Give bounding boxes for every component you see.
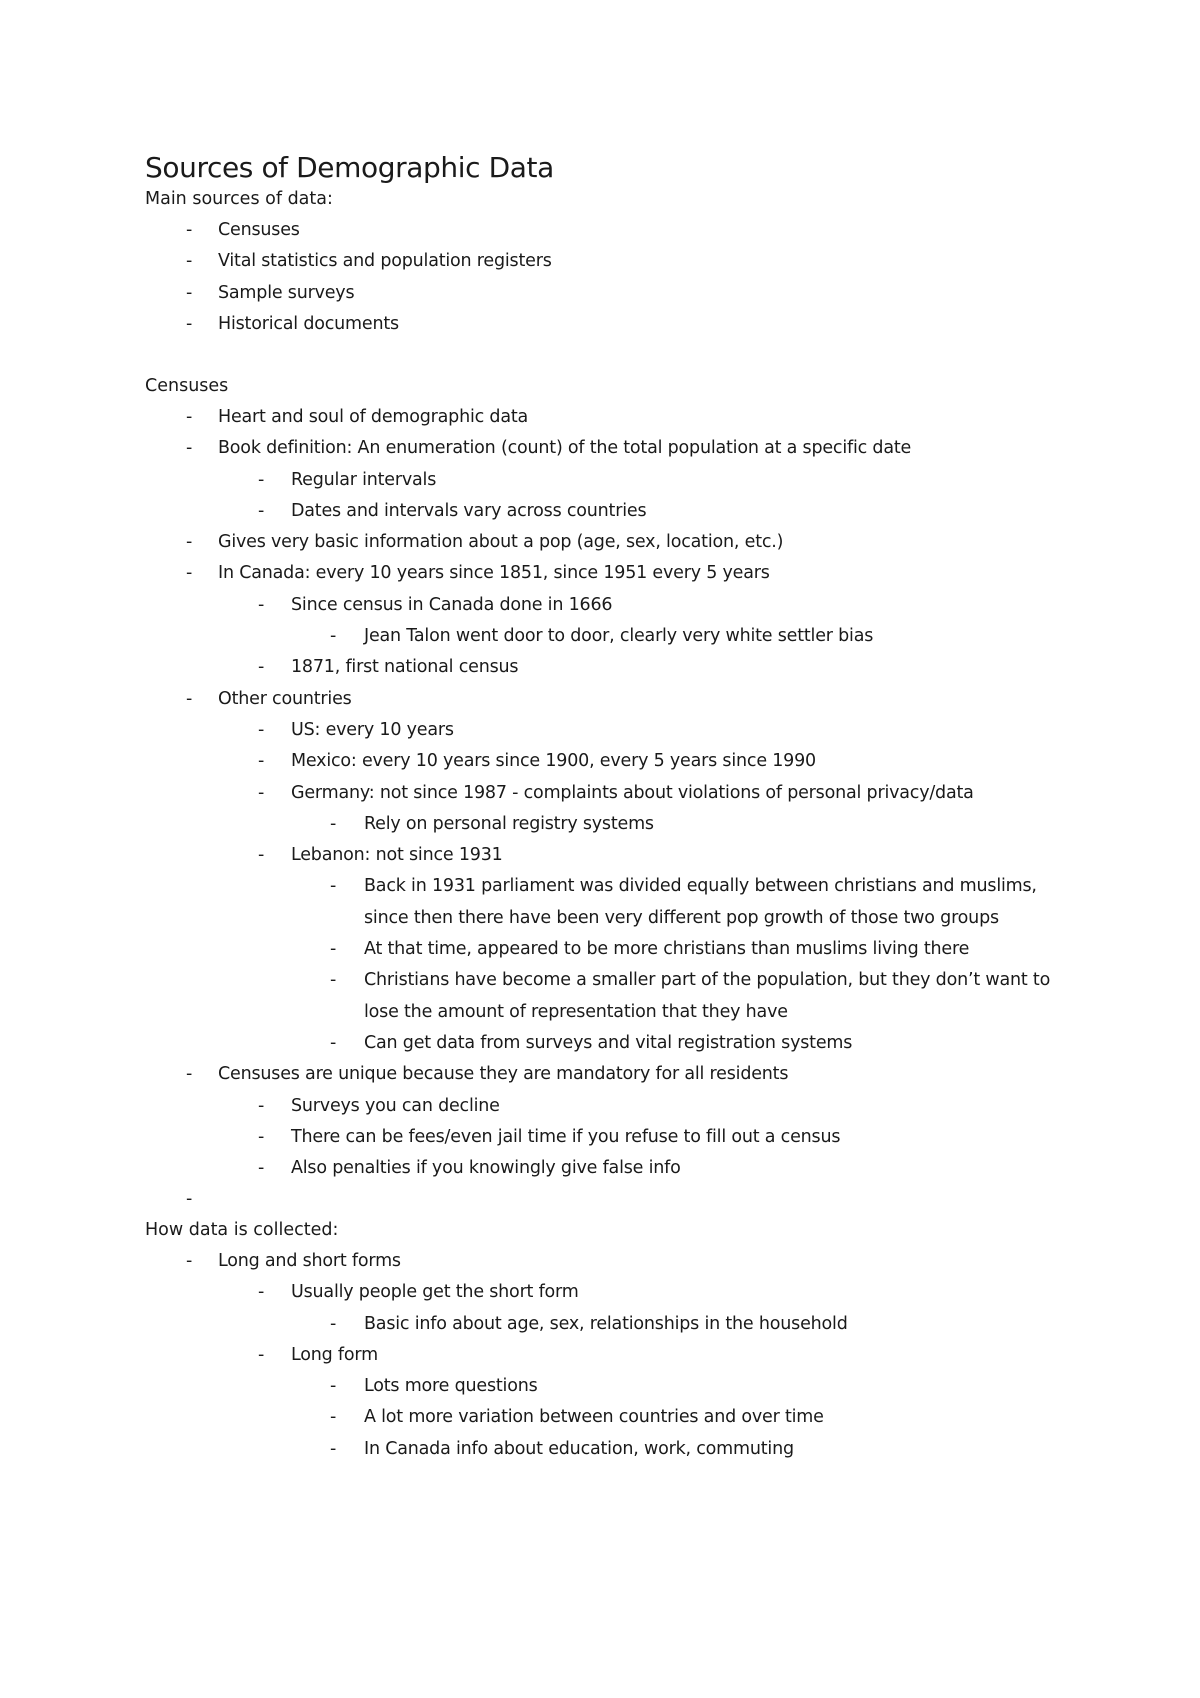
list-item	[0, 621, 1200, 652]
list-item-text: Lebanon: not since 1931	[291, 845, 503, 866]
bullet-dash: -	[258, 845, 265, 866]
list-item	[0, 309, 1200, 340]
bullet-dash: -	[186, 532, 193, 553]
section-heading: Censuses	[145, 376, 229, 396]
list-item	[0, 965, 1200, 1028]
list-item	[0, 1184, 1200, 1215]
list-item	[0, 1028, 1200, 1059]
list-item-text: Censuses are unique because they are mandatory for all residents	[218, 1064, 789, 1085]
list-item	[0, 934, 1200, 965]
list-item-text: In Canada info about education, work, commuting	[364, 1438, 794, 1459]
section-heading: Main sources of data:	[145, 189, 333, 209]
list-item	[0, 402, 1200, 433]
list-item-text: Basic info about age, sex, relationships in the household	[364, 1313, 848, 1334]
bullet-dash: -	[258, 1126, 265, 1147]
list-item-text: Other countries	[218, 688, 352, 709]
list-item	[0, 778, 1200, 809]
bullet-dash: -	[186, 220, 193, 240]
list-item	[0, 1434, 1200, 1465]
bullet-dash: -	[186, 563, 193, 584]
bullet-dash: -	[258, 1095, 265, 1116]
list-item-text: Long form	[291, 1344, 378, 1365]
list-item-text: At that time, appeared to be more christians than muslims living there	[364, 939, 970, 960]
list-item	[0, 465, 1200, 496]
bullet-dash: -	[186, 1251, 193, 1271]
list-item-text: Heart and soul of demographic data	[218, 407, 529, 427]
bullet-dash: -	[258, 719, 265, 740]
bullet-dash: -	[258, 1282, 265, 1303]
list-item-text: Back in 1931 parliament was divided equally between christians and muslims, since then there have been very different pop growth of those two groups	[364, 876, 1037, 928]
list-item	[0, 558, 1200, 589]
bullet-dash: -	[330, 939, 337, 960]
list-item	[0, 715, 1200, 746]
bullet-dash: -	[330, 813, 337, 834]
bullet-list	[0, 1246, 1200, 1465]
bullet-dash: -	[330, 876, 337, 897]
section-heading: How data is collected:	[145, 1220, 339, 1240]
bullet-dash: -	[186, 1189, 193, 1210]
list-item-text: Long and short forms	[218, 1251, 401, 1271]
list-item-text: Also penalties if you knowingly give false info	[291, 1158, 681, 1179]
list-item-text: Germany: not since 1987 - complaints about violations of personal privacy/data	[291, 782, 974, 803]
bullet-list	[0, 215, 1200, 340]
bullet-dash: -	[258, 657, 265, 678]
list-item	[0, 1371, 1200, 1402]
list-item-text: There can be fees/even jail time if you refuse to fill out a census	[291, 1126, 841, 1147]
list-item	[0, 246, 1200, 277]
list-item	[0, 652, 1200, 683]
list-item-text: 1871, first national census	[291, 657, 519, 678]
list-item	[0, 1309, 1200, 1340]
list-item-text: Rely on personal registry systems	[364, 813, 654, 834]
list-item-text: Jean Talon went door to door, clearly very white settler bias	[364, 626, 874, 647]
list-item	[0, 809, 1200, 840]
list-item-text: US: every 10 years	[291, 719, 454, 740]
bullet-dash: -	[186, 438, 193, 459]
bullet-dash: -	[258, 782, 265, 803]
list-item-text: Book definition: An enumeration (count) of the total population at a specific date	[218, 438, 912, 459]
bullet-dash: -	[330, 1032, 337, 1053]
list-item	[0, 215, 1200, 246]
list-item	[0, 1122, 1200, 1153]
bullet-dash: -	[330, 1313, 337, 1334]
list-item	[0, 840, 1200, 871]
list-item-text: Lots more questions	[364, 1376, 538, 1397]
list-item	[0, 433, 1200, 464]
bullet-list	[0, 402, 1200, 1216]
bullet-dash: -	[186, 407, 193, 427]
list-item	[0, 496, 1200, 527]
list-item-text: A lot more variation between countries and over time	[364, 1407, 824, 1428]
list-item-text: In Canada: every 10 years since 1851, since 1951 every 5 years	[218, 563, 770, 584]
bullet-dash: -	[330, 1376, 337, 1397]
bullet-dash: -	[258, 1158, 265, 1179]
list-item	[0, 684, 1200, 715]
list-item	[0, 590, 1200, 621]
list-item-text: Since census in Canada done in 1666	[291, 594, 613, 615]
bullet-dash: -	[258, 1344, 265, 1365]
list-item-text: Sample surveys	[218, 282, 355, 303]
bullet-dash: -	[258, 500, 265, 521]
list-item	[0, 1402, 1200, 1433]
list-item	[0, 278, 1200, 309]
list-item-text: Vital statistics and population registers	[218, 251, 552, 272]
list-item	[0, 1091, 1200, 1122]
list-item-text: Regular intervals	[291, 469, 437, 490]
bullet-dash: -	[186, 313, 193, 334]
list-item	[0, 1059, 1200, 1090]
list-item	[0, 746, 1200, 777]
list-item-text: Usually people get the short form	[291, 1282, 579, 1303]
bullet-dash: -	[330, 1407, 337, 1428]
list-item-text: Mexico: every 10 years since 1900, every 5 years since 1990	[291, 751, 816, 772]
bullet-dash: -	[258, 469, 265, 490]
list-item	[0, 871, 1200, 934]
list-item	[0, 1246, 1200, 1277]
bullet-dash: -	[186, 282, 193, 303]
bullet-dash: -	[330, 1438, 337, 1459]
bullet-dash: -	[330, 970, 337, 991]
bullet-dash: -	[330, 626, 337, 647]
bullet-dash: -	[258, 594, 265, 615]
bullet-dash: -	[186, 688, 193, 709]
list-item	[0, 1340, 1200, 1371]
list-item-text: Censuses	[218, 220, 300, 240]
list-item-text: Christians have become a smaller part of the population, but they don’t want to lose the amount of representation that they have	[364, 970, 1051, 1022]
document-title: Sources of Demographic Data	[145, 151, 554, 184]
list-item-text: Dates and intervals vary across countries	[291, 500, 647, 521]
list-item-text: Gives very basic information about a pop (age, sex, location, etc.)	[218, 532, 784, 553]
list-item-text: Historical documents	[218, 313, 399, 334]
bullet-dash: -	[186, 1064, 193, 1085]
list-item-text: Can get data from surveys and vital registration systems	[364, 1032, 853, 1053]
list-item-text	[218, 1184, 1078, 1215]
list-item	[0, 1277, 1200, 1308]
list-item-text: Surveys you can decline	[291, 1095, 500, 1116]
list-item	[0, 1153, 1200, 1184]
list-item	[0, 527, 1200, 558]
bullet-dash: -	[258, 751, 265, 772]
bullet-dash: -	[186, 251, 193, 272]
